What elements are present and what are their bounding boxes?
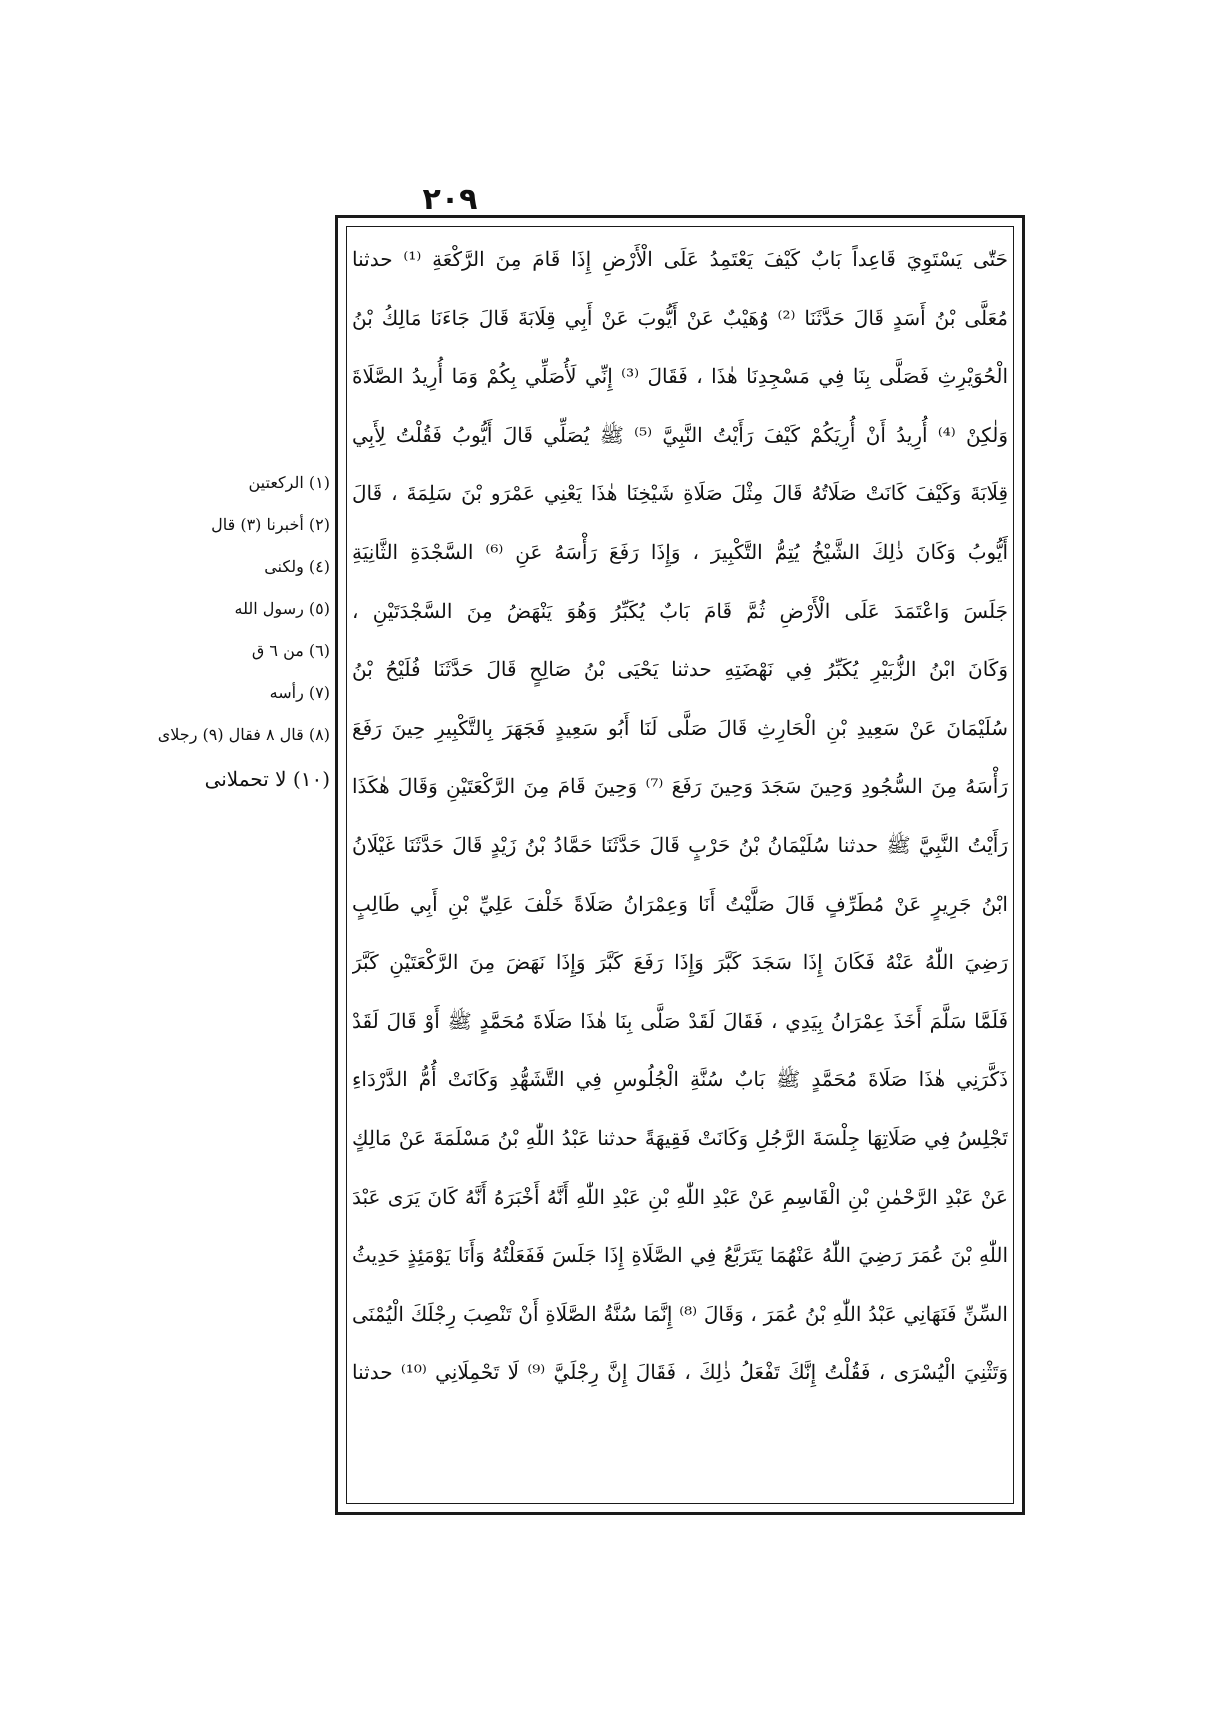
- margin-note: (٢) أخبرنا (٣) قال: [211, 515, 330, 534]
- text-line: ابْنُ جَرِيرٍ عَنْ مُطَرِّفٍ قَالَ صَلَّيْتُ أَنَا وَعِمْرَانُ صَلَاةً خَلْفَ عَلِيِّ بْنِ أَبِي طَالِبٍ: [352, 891, 1008, 916]
- text-line: اللّٰهِ بْنَ عُمَرَ رَضِيَ اللّٰهُ عَنْهُمَا يَتَرَبَّعُ فِي الصَّلَاةِ إِذَا جَلَسَ فَفَعَلْتُهُ وَأَنَا يَوْمَئِذٍ حَدِيثُ: [352, 1243, 1008, 1268]
- text-line: وَتَثْنِيَ الْيُسْرَى ، فَقُلْتُ إِنَّكَ تَفْعَلُ ذٰلِكَ ، فَقَالَ إِنَّ رِجْلَيَّ ⁽⁹⁾ لَا تَحْمِلَانِي ⁽¹⁰⁾ حدثنا: [352, 1360, 1008, 1385]
- text-line: عَنْ عَبْدِ الرَّحْمٰنِ بْنِ الْقَاسِمِ عَنْ عَبْدِ اللّٰهِ بْنِ عَبْدِ اللّٰهِ أَنَّهُ أَخْبَرَهُ أَنَّهُ كَانَ يَرَى عَبْدَ: [352, 1184, 1008, 1209]
- margin-note: (٦) من ٦ ق: [251, 641, 330, 660]
- text-line: رَأْسَهُ مِنَ السُّجُودِ وَحِينَ سَجَدَ وَحِينَ رَفَعَ ⁽⁷⁾ وَحِينَ قَامَ مِنَ الرَّكْعَتَيْنِ وَقَالَ هٰكَذَا: [352, 774, 1008, 799]
- text-line: ذَكَّرَنِي هٰذَا صَلَاةَ مُحَمَّدٍ ﷺ بَابٌ سُنَّةِ الْجُلُوسِ فِي التَّشَهُّدِ وَكَانَتْ أُمُّ الدَّرْدَاءِ: [352, 1067, 1008, 1092]
- text-line: وَلٰكِنْ ⁽⁴⁾ أُرِيدُ أَنْ أُرِيَكُمْ كَيْفَ رَأَيْتُ النَّبِيَّ ⁽⁵⁾ ﷺ يُصَلِّي قَالَ أَيُّوبُ فَقُلْتُ لِأَبِي: [352, 422, 1008, 447]
- text-line: الْحُوَيْرِثِ فَصَلَّى بِنَا فِي مَسْجِدِنَا هٰذَا ، فَقَالَ ⁽³⁾ إِنِّي لَأُصَلِّي بِكُمْ وَمَا أُرِيدُ الصَّلَاةَ: [352, 364, 1008, 389]
- text-line: رَضِيَ اللّٰهُ عَنْهُ فَكَانَ إِذَا سَجَدَ كَبَّرَ وَإِذَا رَفَعَ كَبَّرَ وَإِذَا نَهَضَ مِنَ الرَّكْعَتَيْنِ كَبَّرَ: [352, 950, 1008, 975]
- text-line: فَلَمَّا سَلَّمَ أَخَذَ عِمْرَانُ بِيَدِي ، فَقَالَ لَقَدْ صَلَّى بِنَا هٰذَا صَلَاةَ مُحَمَّدٍ ﷺ أَوْ قَالَ لَقَدْ: [352, 1008, 1008, 1033]
- margin-note: (١) الركعتين: [248, 473, 330, 492]
- text-line: أَيُّوبُ وَكَانَ ذٰلِكَ الشَّيْخُ يُتِمُّ التَّكْبِيرَ ، وَإِذَا رَفَعَ رَأْسَهُ عَنِ ⁽⁶⁾ السَّجْدَةِ الثَّانِيَةِ: [352, 539, 1008, 564]
- text-frame: [335, 215, 1025, 1515]
- text-line: مُعَلَّى بْنُ أَسَدٍ قَالَ حَدَّثَنَا ⁽²⁾ وُهَيْبٌ عَنْ أَيُّوبَ عَنْ أَبِي قِلَابَةَ قَالَ جَاءَنَا مَالِكُ بْنُ: [352, 305, 1008, 330]
- text-line: جَلَسَ وَاعْتَمَدَ عَلَى الْأَرْضِ ثُمَّ قَامَ بَابٌ يُكَبِّرُ وَهُوَ يَنْهَضُ مِنَ السَّجْدَتَيْنِ ،: [352, 598, 1008, 623]
- page-number: ٢٠٩: [422, 182, 478, 217]
- text-line: سُلَيْمَانَ عَنْ سَعِيدِ بْنِ الْحَارِثِ قَالَ صَلَّى لَنَا أَبُو سَعِيدٍ فَجَهَرَ بِالتَّكْبِيرِ حِينَ رَفَعَ: [352, 715, 1008, 740]
- text-line: [352, 1402, 1008, 1461]
- margin-note: (١٠) لا تحملانى: [204, 767, 330, 791]
- margin-note: (٧) رأسه: [269, 683, 330, 702]
- main-text-block: [352, 230, 1008, 1460]
- text-line: تَجْلِسُ فِي صَلَاتِهَا جِلْسَةَ الرَّجُلِ وَكَانَتْ فَقِيهَةً حدثنا عَبْدُ اللّٰهِ بْنُ مَسْلَمَةَ عَنْ مَالِكٍ: [352, 1125, 1008, 1150]
- margin-note: (٤) ولكنى: [264, 557, 330, 576]
- margin-note: (٥) رسول الله: [234, 599, 330, 618]
- margin-notes: [145, 462, 330, 802]
- text-line: السِّنِّ فَنَهَانِي عَبْدُ اللّٰهِ بْنُ عُمَرَ ، وَقَالَ ⁽⁸⁾ إِنَّمَا سُنَّةُ الصَّلَاةِ أَنْ تَنْصِبَ رِجْلَكَ الْيُمْنَى: [352, 1301, 1008, 1326]
- text-line: حَتّٰى يَسْتَوِيَ قَاعِداً بَابٌ كَيْفَ يَعْتَمِدُ عَلَى الْأَرْضِ إِذَا قَامَ مِنَ الرَّكْعَةِ ⁽¹⁾ حدثنا: [352, 247, 1008, 271]
- margin-note: (٨) قال ٨ فقال (٩) رجلاى: [157, 725, 330, 744]
- text-line: قِلَابَةَ وَكَيْفَ كَانَتْ صَلَاتُهُ قَالَ مِثْلَ صَلَاةِ شَيْخِنَا هٰذَا يَعْنِي عَمْرَو بْنَ سَلِمَةَ ، قَالَ: [352, 481, 1008, 506]
- text-line: وَكَانَ ابْنُ الزُّبَيْرِ يُكَبِّرُ فِي نَهْضَتِهِ حدثنا يَحْيَى بْنُ صَالِحٍ قَالَ حَدَّثَنَا فُلَيْحُ بْنُ: [352, 657, 1008, 682]
- text-line: رَأَيْتُ النَّبِيَّ ﷺ حدثنا سُلَيْمَانُ بْنُ حَرْبٍ قَالَ حَدَّثَنَا حَمَّادُ بْنُ زَيْدٍ قَالَ حَدَّثَنَا غَيْلَانُ: [352, 832, 1008, 857]
